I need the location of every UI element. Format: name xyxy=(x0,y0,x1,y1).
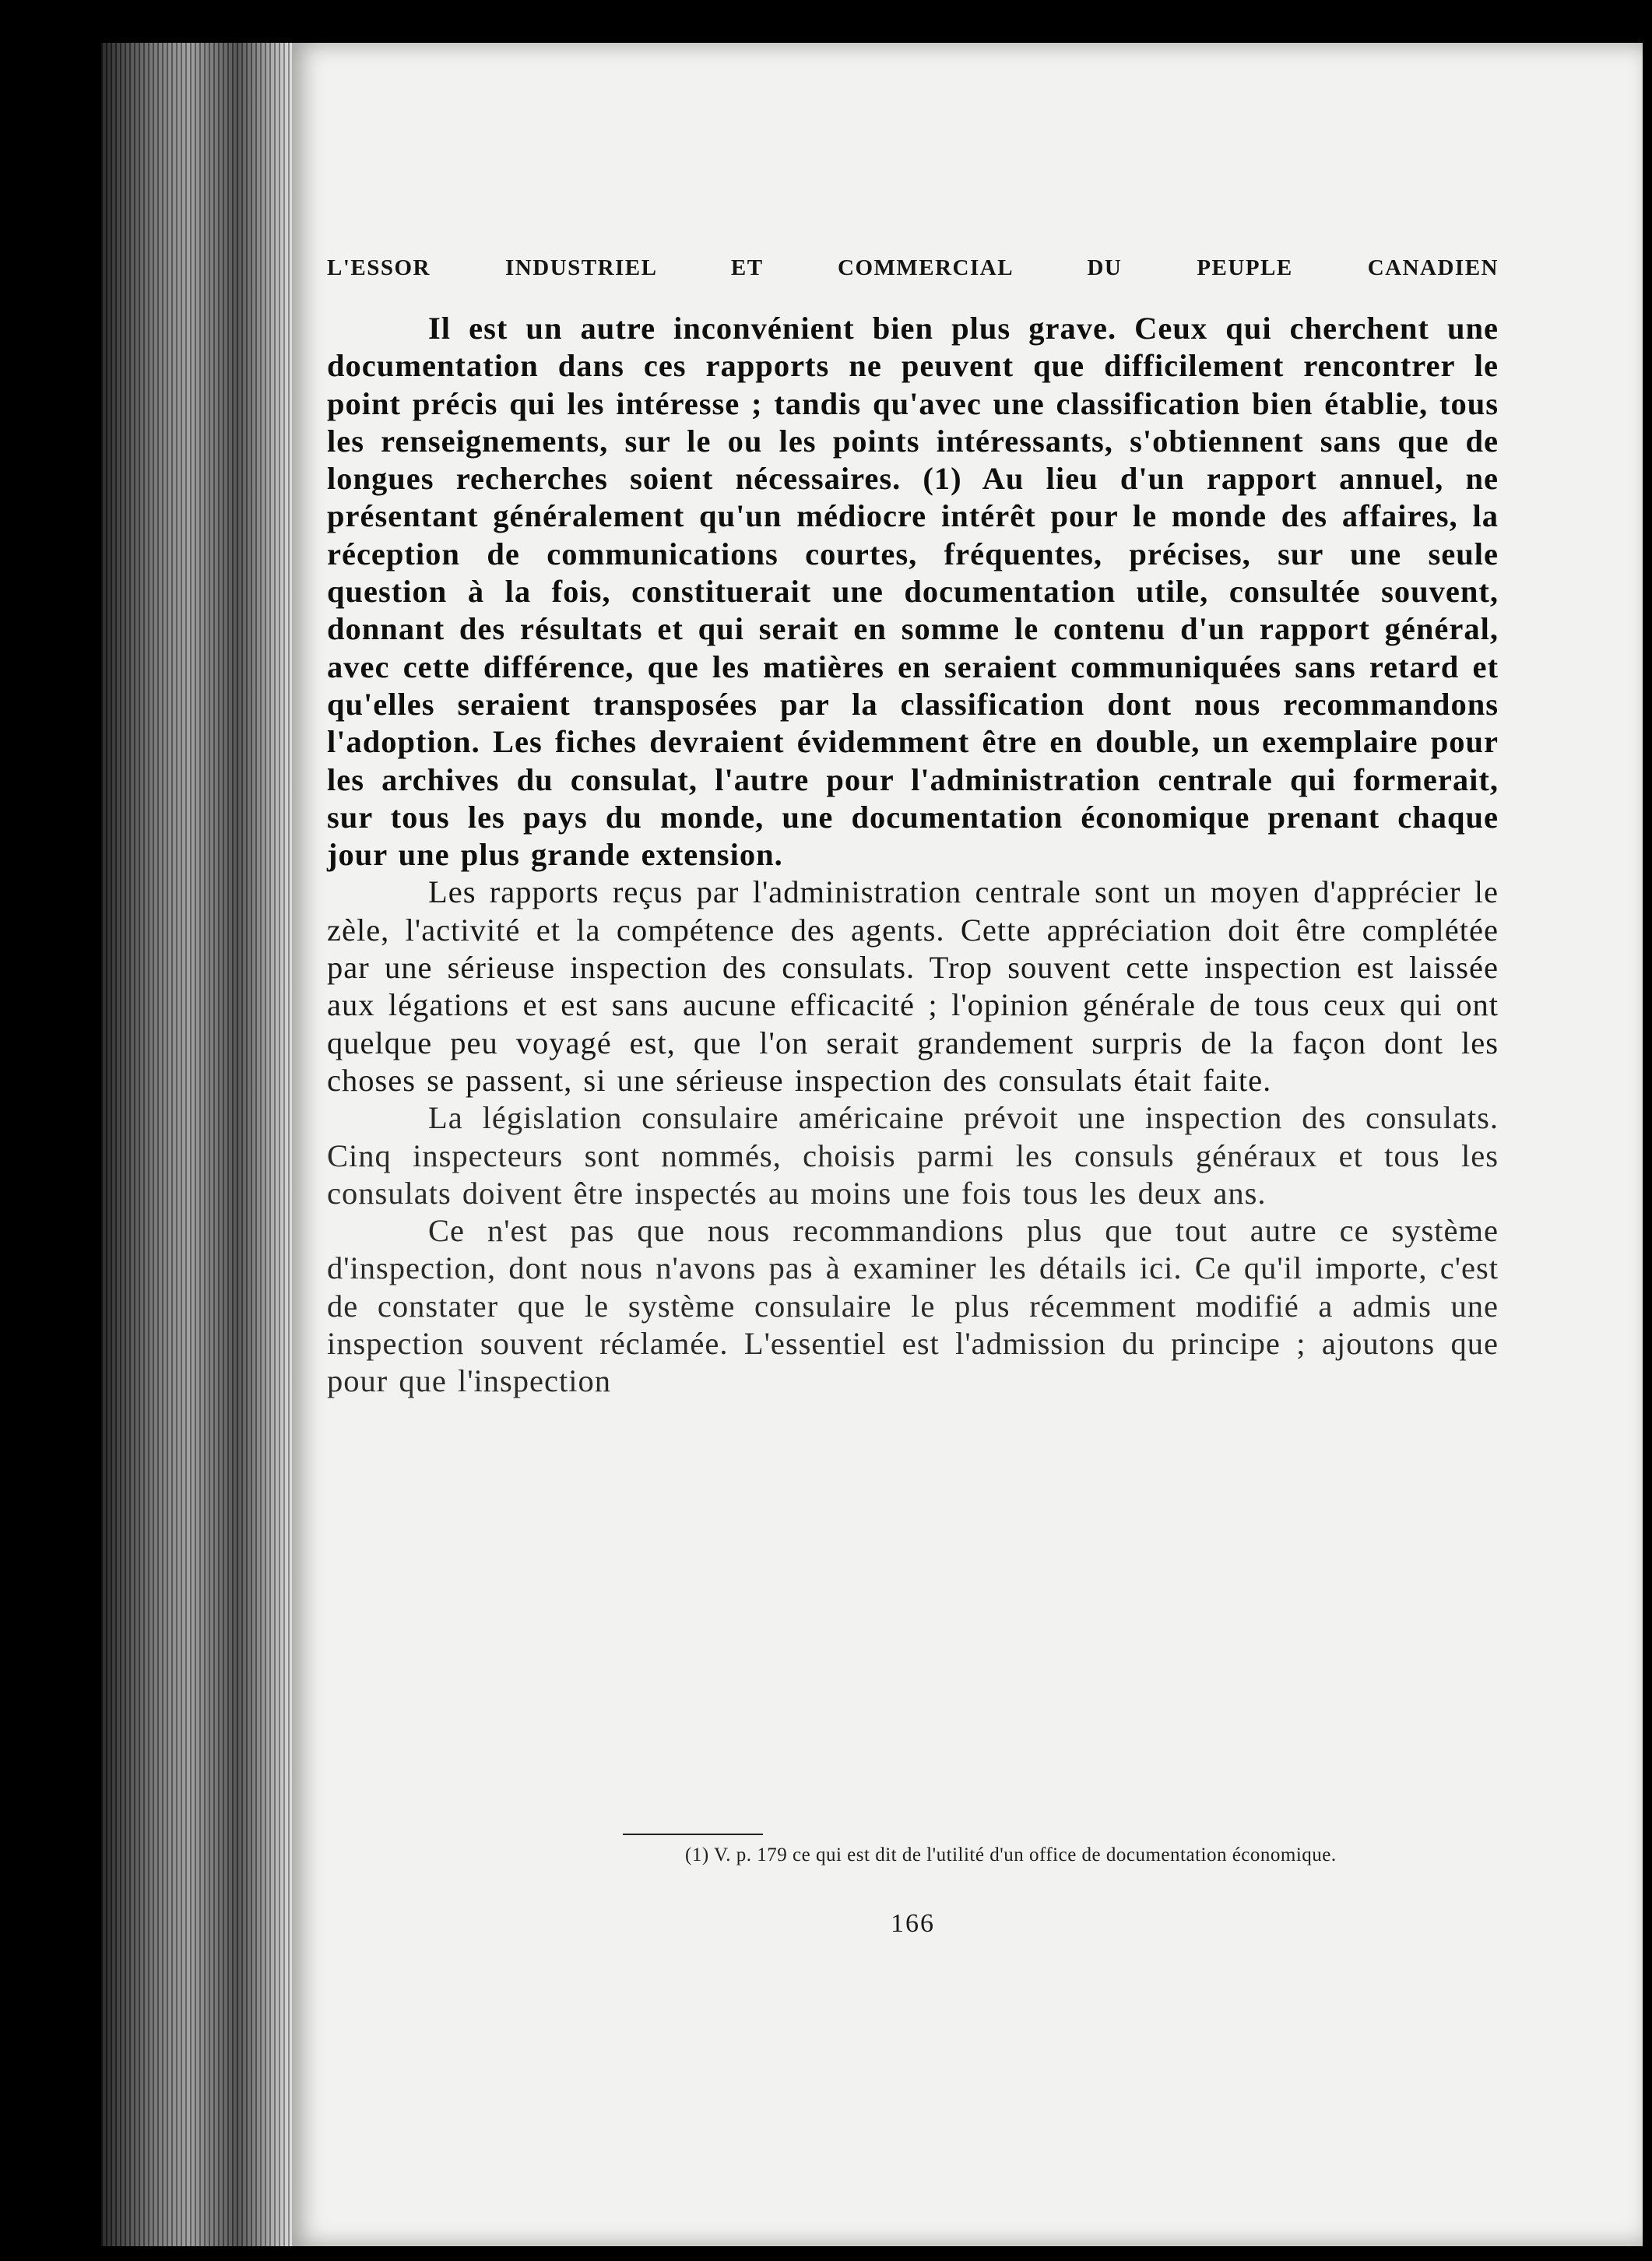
body-text xyxy=(327,310,1499,1401)
page-number: 166 xyxy=(891,1909,935,1938)
paragraph: Les rapports reçus par l'administration centrale sont un moyen d'apprécier le zèle, l'activité et la compétence des agents. Cette appréciation doit être complétée par une sérieuse inspection des consulats. Trop souvent cette inspection est laissée aux légations et est sans aucune efficacité ; l'opinion générale de tous ceux qui ont quelque peu voyagé est, que l'on serait grandement surpris de la façon dont les choses se passent, si une sérieuse inspection des consulats était faite. xyxy=(327,874,1499,1098)
paragraph: La législation consulaire américaine prévoit une inspection des consulats. Cinq inspecteurs sont nommés, choisis parmi les consuls généraux et tous les consulats doivent être inspectés au moins une fois tous les deux ans. xyxy=(327,1100,1499,1211)
paragraph: Ce n'est pas que nous recommandions plus que tout autre ce système d'inspection, dont nous n'avons pas à examiner les détails ici. Ce qu'il importe, c'est de constater que le système consulaire le plus récemment modifié a admis une inspection souvent réclamée. L'essentiel est l'admission du principe ; ajoutons que pour que l'inspection xyxy=(327,1213,1499,1399)
book-binding-gutter xyxy=(101,43,296,2246)
running-head: L'ESSOR INDUSTRIEL ET COMMERCIAL DU PEUPLE CANADIEN xyxy=(327,255,1499,280)
paragraph: Il est un autre inconvénient bien plus grave. Ceux qui cherchent une documentation dans ces rapports ne peuvent que difficilement rencontrer le point précis qui les intéresse ; tandis qu'avec une classification bien établie, tous les renseignements, sur le ou les points intéressants, s'obtiennent sans que de longues recherches soient nécessaires. (1) Au lieu d'un rapport annuel, ne présentant généralement qu'un médiocre intérêt pour le monde des affaires, la réception de communications courtes, fréquentes, précises, sur une seule question à la fois, constituerait une documentation utile, consultée souvent, donnant des résultats et qui serait en somme le contenu d'un rapport général, avec cette différence, que les matières en seraient communiquées sans retard et qu'elles seraient transposées par la classification dont nous recommandons l'adoption. Les fiches devraient évidemment être en double, un exemplaire pour les archives du consulat, l'autre pour l'administration centrale qui formerait, sur tous les pays du monde, une documentation économique prenant chaque jour une plus grande extension. xyxy=(327,311,1499,873)
footnote-rule xyxy=(623,1834,763,1835)
footnote: (1) V. p. 179 ce qui est dit de l'utilité d'un office de documentation économique. xyxy=(685,1844,1337,1865)
